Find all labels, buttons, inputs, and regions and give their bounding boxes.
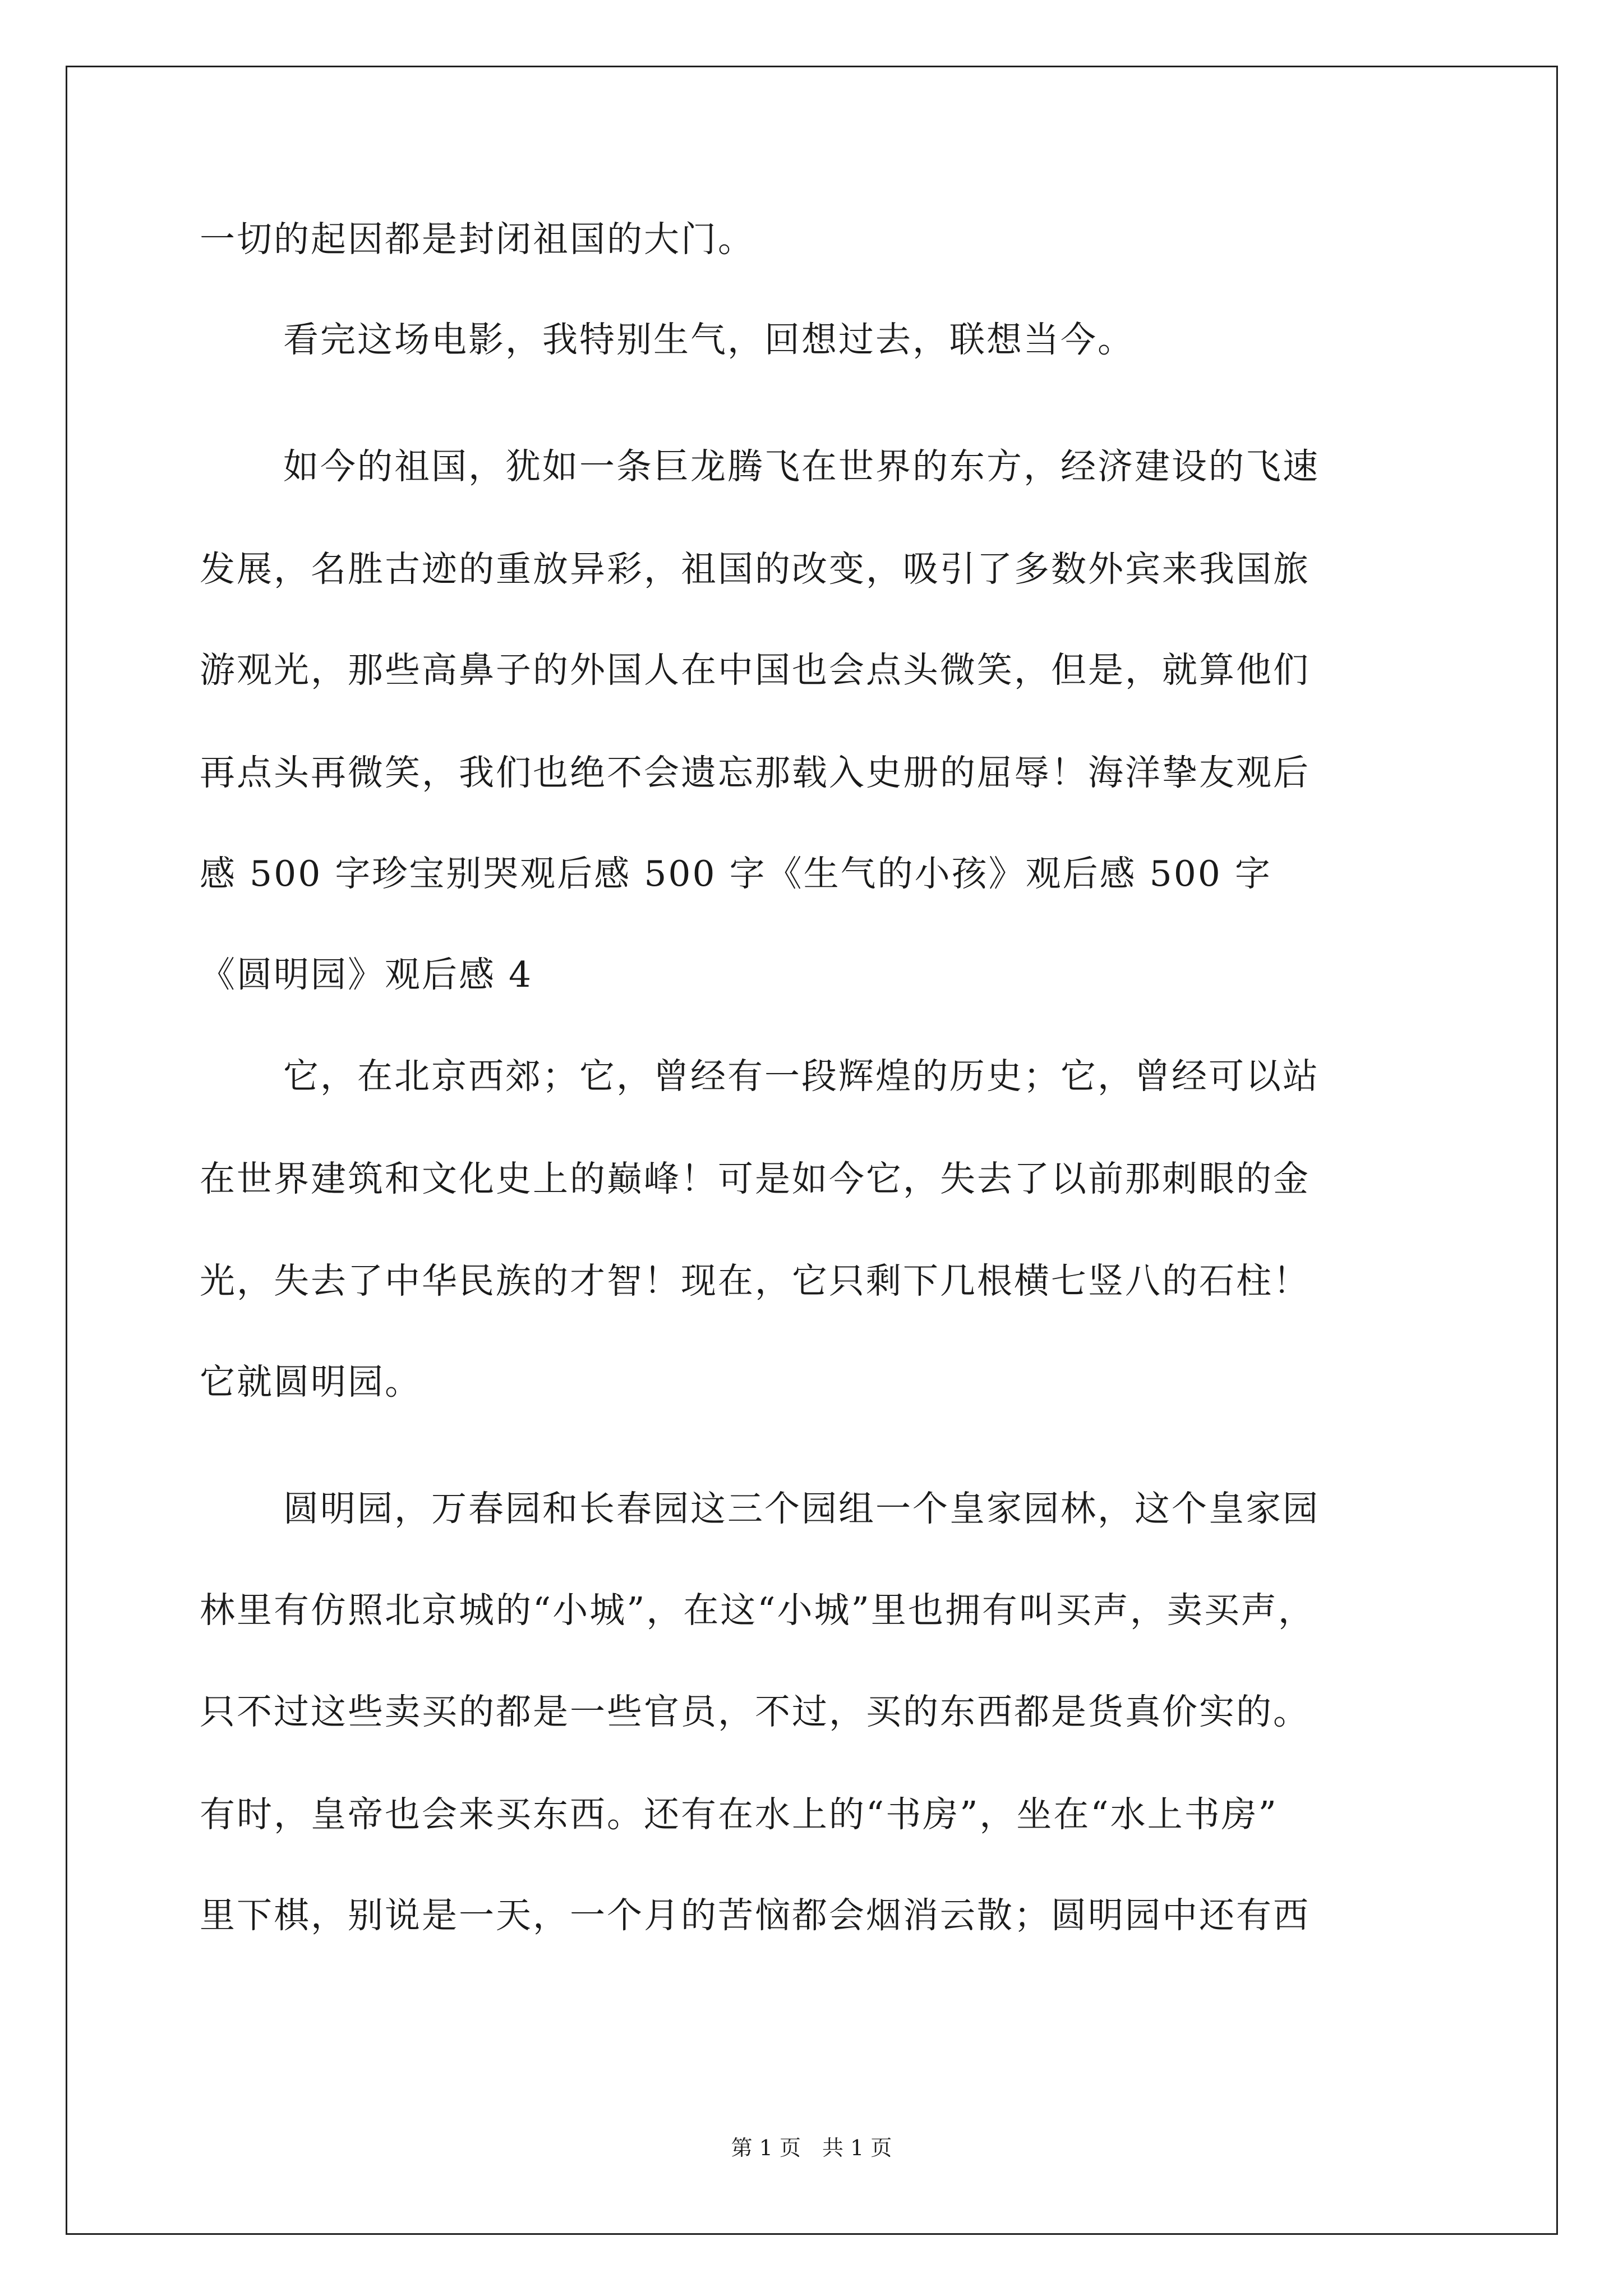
text-line: 只不过这些卖买的都是一些官员，不过，买的东西都是货真价实的。 [200,1691,1310,1732]
text-line: 看完这场电影，我特别生气，回想过去，联想当今。 [283,319,1135,360]
text-line: 一切的起因都是封闭祖国的大门。 [200,219,755,260]
text-line: 圆明园，万春园和长春园这三个园组一个皇家园林，这个皇家园 [283,1488,1320,1529]
text-line: 林里有仿照北京城的“小城”，在这“小城”里也拥有叫买声，卖买声， [200,1590,1315,1631]
text-line: 如今的祖国，犹如一条巨龙腾飞在世界的东方，经济建设的飞速 [283,446,1320,487]
text-line: 它就圆明园。 [200,1361,422,1402]
text-line: 它，在北京西郊；它，曾经有一段辉煌的历史；它，曾经可以站 [283,1056,1320,1097]
text-line: 在世界建筑和文化史上的巅峰！可是如今它，失去了以前那刺眼的金 [200,1158,1310,1199]
text-line: 《圆明园》观后感 4 [200,954,533,995]
text-line: 光，失去了中华民族的才智！现在，它只剩下几根横七竖八的石柱！ [200,1260,1310,1301]
total-pages: 共 1 页 [822,2136,892,2160]
page-footer [0,2134,1623,2161]
text-line: 发展，名胜古迹的重放异彩，祖国的改变，吸引了多数外宾来我国旅 [200,549,1310,590]
text-line: 游观光，那些高鼻子的外国人在中国也会点头微笑，但是，就算他们 [200,650,1310,691]
text-line: 有时，皇帝也会来买东西。还有在水上的“书房”，坐在“水上书房” [200,1794,1278,1835]
text-line: 感 500 字珍宝别哭观后感 500 字《生气的小孩》观后感 500 字 [200,853,1272,894]
text-line: 里下棋，别说是一天，一个月的苦恼都会烟消云散；圆明园中还有西 [200,1895,1310,1936]
page-number: 第 1 页 [731,2136,801,2160]
text-line: 再点头再微笑，我们也绝不会遗忘那载入史册的屈辱！海洋挚友观后 [200,752,1310,793]
